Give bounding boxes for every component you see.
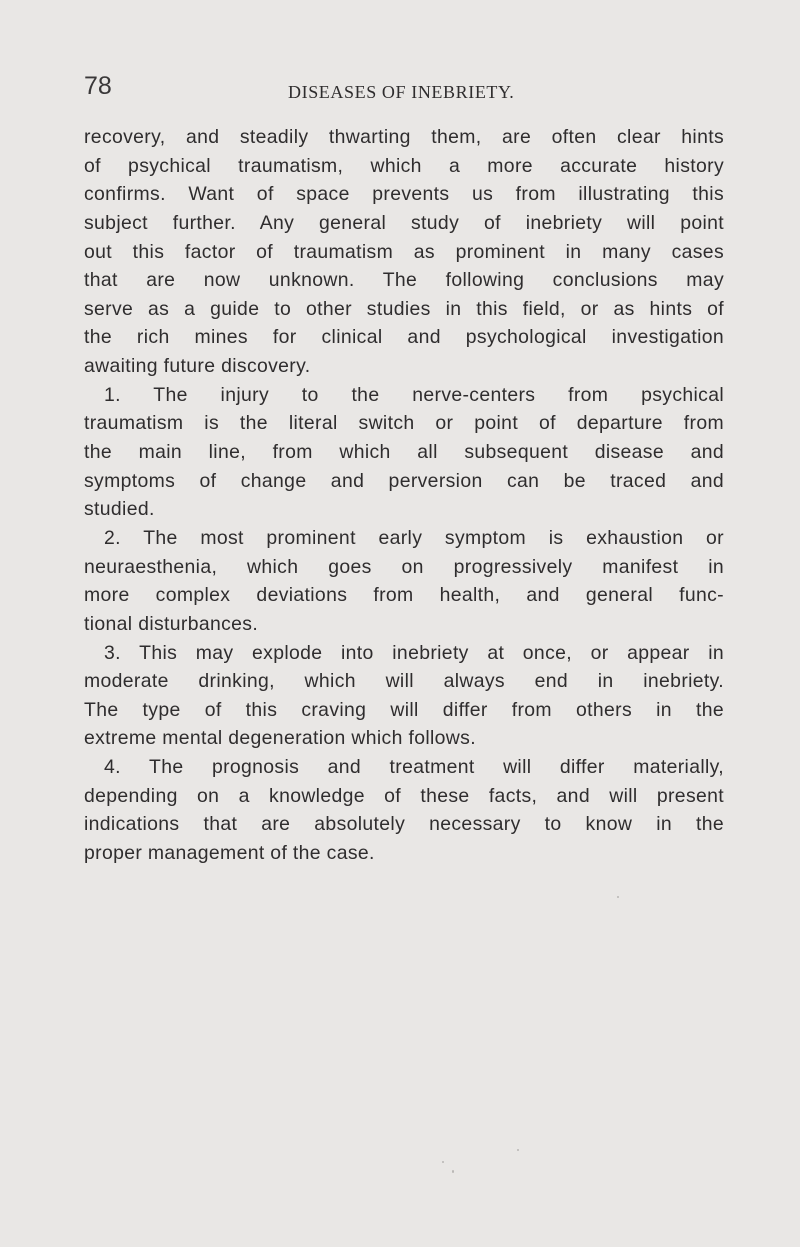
text-line: subject further. Any general study of inebriety will point bbox=[84, 211, 724, 234]
text-line: serve as a guide to other studies in this field, or as hints of bbox=[84, 297, 724, 320]
list-item-4-line: 4. The prognosis and treatment will differ materially, bbox=[104, 756, 724, 779]
text-line: confirms. Want of space prevents us from illustrating this bbox=[84, 183, 724, 206]
text-line: The type of this craving will differ from others in the bbox=[84, 698, 724, 721]
text-line: more complex deviations from health, and general func- bbox=[84, 584, 724, 607]
text-line: proper management of the case. bbox=[84, 842, 375, 865]
text-line: moderate drinking, which will always end in inebriety. bbox=[84, 670, 724, 693]
list-item-1-line: 1. The injury to the nerve-centers from psychical bbox=[104, 383, 724, 406]
text-line: tional disturbances. bbox=[84, 612, 259, 635]
running-title: DISEASES OF INEBRIETY. bbox=[288, 82, 515, 102]
text-line: awaiting future discovery. bbox=[84, 355, 311, 378]
list-item-2-line: 2. The most prominent early symptom is exhaustion or bbox=[104, 526, 724, 549]
paper-speck bbox=[617, 896, 619, 898]
text-line: extreme mental degeneration which follows. bbox=[84, 727, 476, 750]
paper-speck bbox=[442, 1161, 444, 1163]
text-line: neuraesthenia, which goes on progressively manifest in bbox=[84, 555, 724, 578]
text-line: the rich mines for clinical and psychological investigation bbox=[84, 326, 724, 349]
text-line: studied. bbox=[84, 498, 155, 521]
body-text bbox=[84, 123, 724, 868]
text-line: recovery, and steadily thwarting them, are often clear hints bbox=[84, 126, 724, 148]
text-line: that are now unknown. The following conclusions may bbox=[84, 269, 724, 292]
paper-speck bbox=[517, 1149, 519, 1151]
text-line: indications that are absolutely necessary to know in the bbox=[84, 813, 724, 836]
text-line: depending on a knowledge of these facts, and will present bbox=[84, 784, 724, 807]
text-line: the main line, from which all subsequent disease and bbox=[84, 441, 724, 464]
list-item-3-line: 3. This may explode into inebriety at once, or appear in bbox=[104, 641, 724, 664]
text-line: traumatism is the literal switch or point of departure from bbox=[84, 412, 724, 435]
text-line: of psychical traumatism, which a more accurate history bbox=[84, 154, 724, 177]
text-line: symptoms of change and perversion can be traced and bbox=[84, 469, 724, 492]
paper-speck bbox=[452, 1170, 454, 1173]
running-head bbox=[84, 72, 544, 104]
text-line: out this factor of traumatism as prominent in many cases bbox=[84, 240, 724, 263]
page-number: 78 bbox=[84, 72, 112, 100]
